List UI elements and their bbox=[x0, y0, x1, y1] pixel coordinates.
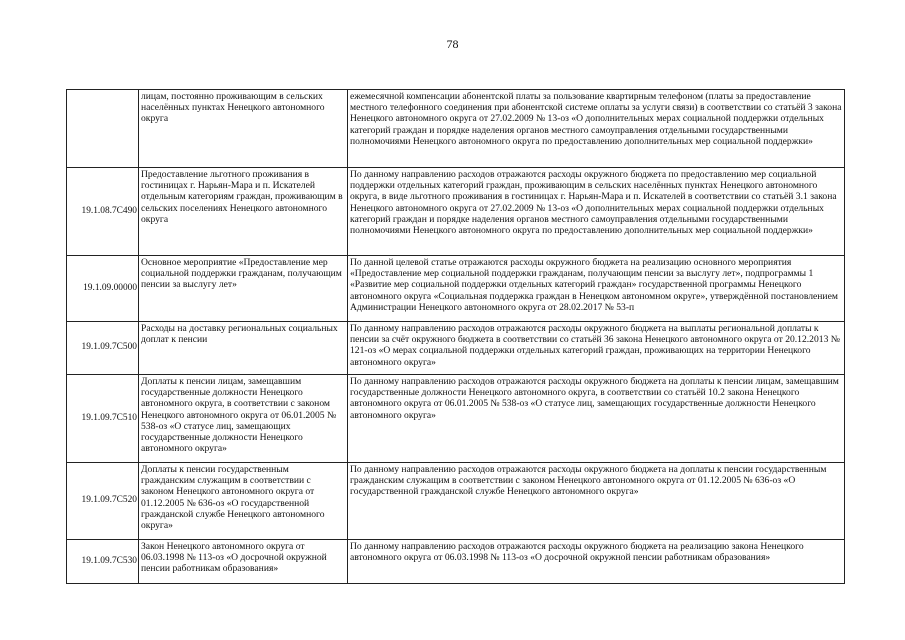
target-code-cell: 19.1.09.7С520 bbox=[67, 463, 139, 540]
table-row bbox=[67, 540, 845, 584]
expense-name-cell: Закон Ненецкого автономного округа от 06.03.1998 № 113-оз «О досрочной окружной пенсии работникам образования» bbox=[139, 540, 348, 584]
table-row bbox=[67, 90, 845, 168]
target-code-cell: 19.1.08.7С490 bbox=[67, 168, 139, 256]
target-code-cell: 19.1.09.7С500 bbox=[67, 322, 139, 375]
table-row bbox=[67, 168, 845, 256]
expense-description-cell: По данной целевой статье отражаются расходы окружного бюджета на реализацию основного мероприятия «Предоставление мер социальной поддержки гражданам, получающим пенсии за выслугу лет», подпрограммы 1 «Развитие мер социальной поддержки отдельных категорий граждан» государственной программы Ненецкого автономного округа «Социальная поддержка граждан в Ненецком автономном округе», утверждённой постановлением Администрации Ненецкого автономного округа от 28.02.2017 № 53-п bbox=[348, 256, 845, 322]
expense-description-cell: ежемесячной компенсации абонентской платы за пользование квартирным телефоном (платы за предоставление местного телефонного соединения при абонентской системе оплаты за услуги связи) в соответствии со статьёй 3 закона Ненецкого автономного округа от 27.02.2009 № 13-оз «О дополнительных мерах социальной поддержки отдельных категорий граждан и порядке наделения органов местного самоуправления отдельными государственными полномочиями Ненецкого автономного округа по предоставлению дополнительных мер социальной поддержки» bbox=[348, 90, 845, 168]
target-code-cell: 19.1.09.00000 bbox=[67, 256, 139, 322]
expense-description-cell: По данному направлению расходов отражаются расходы окружного бюджета на доплаты к пенсии государственным гражданским служащим в соответствии с законом Ненецкого автономного округа от 01.12.2005 № 636-оз «О государственной гражданской службе Ненецкого автономного округа» bbox=[348, 463, 845, 540]
expense-name-cell: Основное мероприятие «Предоставление мер социальной поддержки гражданам, получающим пенсии за выслугу лет» bbox=[139, 256, 348, 322]
expense-description-cell: По данному направлению расходов отражаются расходы окружного бюджета на выплаты региональной доплаты к пенсии за счёт окружного бюджета в соответствии со статьёй 36 закона Ненецкого автономного округа от 20.12.2013 № 121-оз «О мерах социальной поддержки отдельных категорий граждан, проживающих на территории Ненецкого автономного округа» bbox=[348, 322, 845, 375]
table-row bbox=[67, 322, 845, 375]
expense-description-cell: По данному направлению расходов отражаются расходы окружного бюджета по предоставлению мер социальной поддержки отдельных категорий граждан, проживающим в сельских населённых пунктах Ненецкого автономного округа, в виде льготного проживания в гостиницах г. Нарьян-Мара и п. Искателей в соответствии со статьёй 3.1 закона Ненецкого автономного округа от 27.02.2009 № 13-оз «О дополнительных мерах социальной поддержки отдельных категорий граждан и порядке наделения органов местного самоуправления отдельными государственными полномочиями Ненецкого автономного округа по предоставлению дополнительных мер социальной поддержки» bbox=[348, 168, 845, 256]
target-code-cell: 19.1.09.7С510 bbox=[67, 375, 139, 463]
expense-name-cell: лицам, постоянно проживающим в сельских населённых пунктах Ненецкого автономного округа bbox=[139, 90, 348, 168]
page-number: 78 bbox=[446, 37, 459, 51]
table-row bbox=[67, 463, 845, 540]
expense-name-cell: Предоставление льготного проживания в гостиницах г. Нарьян-Мара и п. Искателей отдельным категориям граждан, проживающим в сельских поселениях Ненецкого автономного округа bbox=[139, 168, 348, 256]
target-code-cell bbox=[67, 90, 139, 168]
expense-name-cell: Расходы на доставку региональных социальных доплат к пенсии bbox=[139, 322, 348, 375]
expense-name-cell: Доплаты к пенсии лицам, замещавшим государственные должности Ненецкого автономного округа, в соответствии с законом Ненецкого автономного округа от 06.01.2005 № 538-оз «О статусе лиц, замещающих государственные должности Ненецкого автономного округа» bbox=[139, 375, 348, 463]
table-row bbox=[67, 256, 845, 322]
expense-description-cell: По данному направлению расходов отражаются расходы окружного бюджета на доплаты к пенсии лицам, замещавшим государственные должности Ненецкого автономного округа, в соответствии со статьёй 10.2 закона Ненецкого автономного округа от 06.01.2005 № 538-оз «О статусе лиц, замещающих государственные должности Ненецкого автономного округа» bbox=[348, 375, 845, 463]
table-row bbox=[67, 375, 845, 463]
expense-description-cell: По данному направлению расходов отражаются расходы окружного бюджета на реализацию закона Ненецкого автономного округа от 06.03.1998 № 113-оз «О досрочной окружной пенсии работникам образования» bbox=[348, 540, 845, 584]
budget-classification-table bbox=[66, 89, 845, 584]
target-code-cell: 19.1.09.7С530 bbox=[67, 540, 139, 584]
expense-name-cell: Доплаты к пенсии государственным гражданским служащим в соответствии с законом Ненецкого автономного округа от 01.12.2005 № 636-оз «О государственной гражданской службе Ненецкого автономного округа» bbox=[139, 463, 348, 540]
